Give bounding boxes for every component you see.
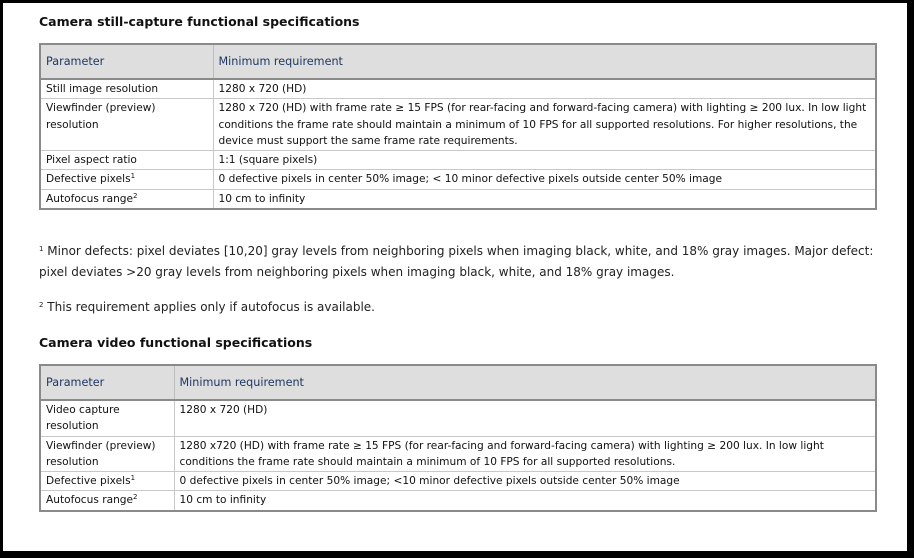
param-cell: Viewfinder (preview) resolution [40,436,174,472]
footnote-ref: 1 [130,474,136,483]
document-page [3,3,907,551]
table-row [40,189,876,209]
table-row [40,170,876,189]
footnote-ref: 1 [130,172,136,181]
column-header-parameter: Parameter [40,365,174,400]
footnote-1: $^1$ Minor defects: pixel deviates [10,20] gray levels from neighboring pixels when imaging black, white, and 18% gray images. Major defect: pixel deviates >20 gray levels from neighboring pixels when imaging black, white, and 18% gray images. [39,244,874,279]
table-row [40,472,876,491]
footnote-ref: 2 [133,493,138,502]
video-heading: Camera video functional specifications [39,335,313,350]
value-cell: 1:1 (square pixels) [213,151,876,170]
value-cell: 10 cm to infinity [213,189,876,209]
table-row [40,436,876,472]
footnote-ref: 2 [133,191,138,200]
column-header-requirement: Minimum requirement [213,44,876,79]
column-header-parameter: Parameter [40,44,213,79]
value-cell: 0 defective pixels in center 50% image; <10 minor defective pixels outside center 50% image [174,472,876,491]
value-cell: 1280 x 720 (HD) with frame rate ≥ 15 FPS (for rear-facing and forward-facing camera) with lighting ≥ 200 lux. In low light conditions the frame rate should maintain a minimum of 10 FPS for all supported resolutions. For higher resolutions, the device must support the same frame rate requirements. [213,99,876,151]
footnote-mark: 1 [39,245,44,253]
table-row [40,79,876,99]
param-cell: Viewfinder (preview) resolution [40,99,213,151]
value-cell: 10 cm to infinity [174,491,876,511]
param-cell: Defective pixels$^1$ [40,472,174,491]
value-cell: 1280 x 720 (HD) [174,400,876,436]
param-cell: Autofocus range$^2$ [40,491,174,511]
table-header-row [40,44,876,79]
table-header-row [40,365,876,400]
table-row [40,400,876,436]
table-row [40,151,876,170]
param-cell: Still image resolution [40,79,213,99]
still-capture-heading: Camera still-capture functional specifications [39,14,360,29]
still-capture-table [39,43,877,210]
table-row [40,99,876,151]
footnote-2: $^2$ This requirement applies only if autofocus is available. [39,300,375,314]
param-cell: Autofocus range$^2$ [40,189,213,209]
param-cell: Defective pixels$^1$ [40,170,213,189]
value-cell: 0 defective pixels in center 50% image; < 10 minor defective pixels outside center 50% image [213,170,876,189]
table-row [40,491,876,511]
param-cell: Video capture resolution [40,400,174,436]
value-cell: 1280 x 720 (HD) [213,79,876,99]
column-header-requirement: Minimum requirement [174,365,876,400]
value-cell: 1280 x720 (HD) with frame rate ≥ 15 FPS (for rear-facing and forward-facing camera) with lighting ≥ 200 lux. In low light conditions the frame rate should maintain a minimum of 10 FPS for all supported resolutions. [174,436,876,472]
video-table [39,364,877,512]
footnote-mark: 2 [39,301,44,309]
param-cell: Pixel aspect ratio [40,151,213,170]
